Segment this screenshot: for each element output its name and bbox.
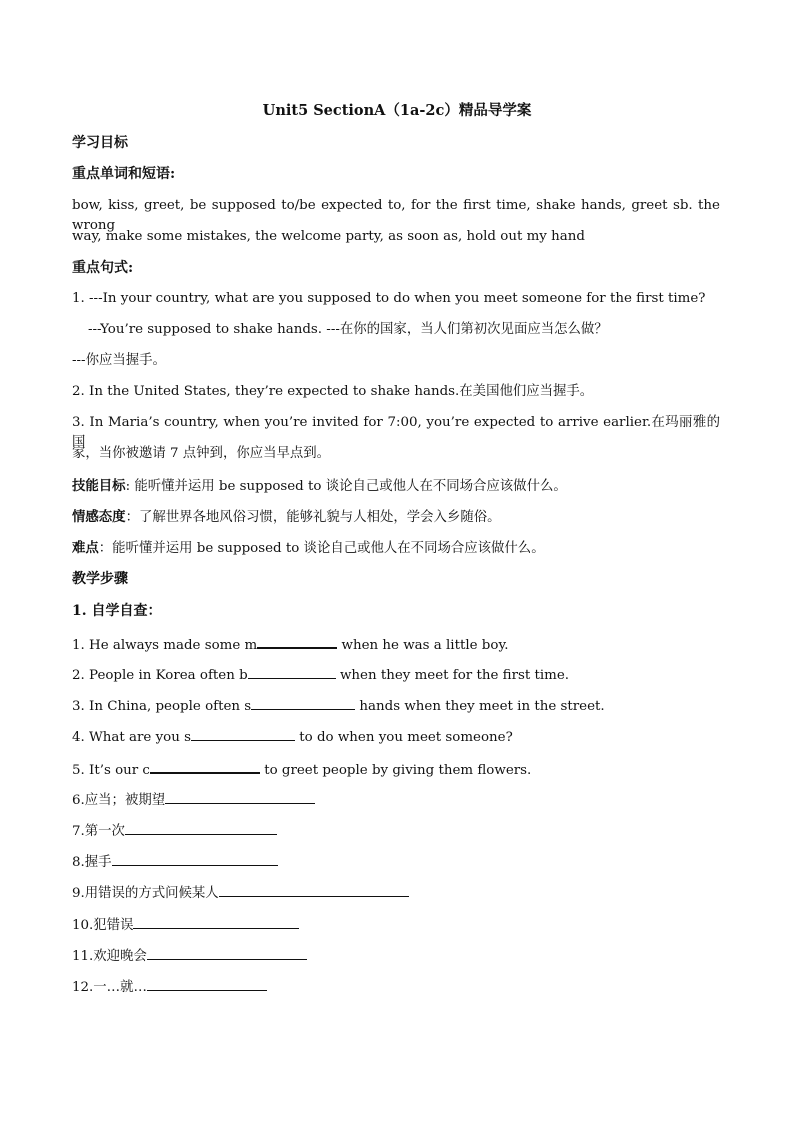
skill-goal (72, 476, 722, 497)
key-sentences-heading: 重点句式: (72, 260, 134, 276)
exercise-4-rest: to do when you meet someone? (295, 730, 513, 745)
teaching-steps-heading: 教学步骤 (72, 571, 128, 587)
translation-10-blank[interactable] (133, 914, 299, 929)
self-study-heading: 1. 自学自查： (72, 603, 162, 619)
exercise-2-blank[interactable] (248, 664, 336, 679)
sentence-2: 2. In the United States, they’re expected to shake hands.在美国他们应当握手。 (72, 384, 594, 399)
translation-9-blank[interactable] (219, 882, 409, 897)
sentence-1-line-3: ---你应当握手。 (72, 353, 166, 368)
translation-8-blank[interactable] (112, 851, 278, 866)
vocabulary-line-1: bow, kiss, greet, be supposed to/be expected to, for the first time, shake hands, greet sb. the wrong (72, 198, 720, 233)
attitude-goal-label: 情感态度 (72, 509, 126, 525)
translation-7-blank[interactable] (125, 820, 277, 835)
exercise-4-prompt: 4. What are you s (72, 730, 191, 745)
exercise-3-blank[interactable] (251, 695, 355, 710)
difficulty-label: 难点 (72, 540, 99, 556)
exercise-4-blank[interactable] (191, 726, 295, 741)
exercise-2-rest: when they meet for the first time. (335, 668, 570, 683)
vocabulary-line-2: way, make some mistakes, the welcome party, as soon as, hold out my hand (72, 229, 585, 244)
exercise-5-prompt: 5. It’s our c (72, 763, 150, 778)
difficulty-text: ：能听懂并运用 be supposed to 谈论自己或他人在不同场合应该做什么。 (98, 541, 545, 556)
attitude-goal (72, 507, 722, 528)
translation-9 (72, 882, 722, 904)
sentence-3-line-2: 家，当你被邀请 7 点钟到，你应当早点到。 (72, 446, 331, 461)
exercise-1-rest: when he was a little boy. (337, 638, 509, 653)
translation-8 (72, 851, 722, 873)
translation-11-prompt: 11.欢迎晚会 (72, 949, 147, 964)
translation-9-prompt: 9.用错误的方式问候某人 (72, 886, 219, 901)
sentence-1-line-2: ---You’re supposed to shake hands. ---在你的国家，当人们第初次见面应当怎么做？ (88, 322, 608, 337)
translation-11 (72, 945, 722, 967)
translation-10 (72, 914, 722, 936)
exercise-5 (72, 758, 722, 781)
exercise-3-rest: hands when they meet in the street. (355, 699, 605, 714)
vocabulary-heading: 重点单词和短语: (72, 166, 176, 182)
attitude-goal-text: ：了解世界各地风俗习惯，能够礼貌与人相处，学会入乡随俗。 (125, 510, 501, 525)
exercise-5-blank[interactable] (150, 758, 260, 774)
exercise-2-prompt: 2. People in Korea often b (72, 668, 248, 683)
translation-7 (72, 820, 722, 842)
translation-12-blank[interactable] (147, 976, 267, 991)
skill-goal-label: 技能目标 (72, 478, 126, 494)
exercise-3 (72, 695, 722, 717)
translation-6-blank[interactable] (165, 789, 315, 804)
page-title: Unit5 SectionA（1a-2c）精品导学案 (262, 102, 532, 119)
translation-6-prompt: 6.应当；被期望 (72, 793, 166, 808)
translation-12-prompt: 12.一…就… (72, 980, 147, 995)
translation-10-prompt: 10.犯错误 (72, 918, 134, 933)
exercise-3-prompt: 3. In China, people often s (72, 699, 252, 714)
learning-goals-heading: 学习目标 (72, 135, 128, 151)
translation-7-prompt: 7.第一次 (72, 824, 125, 839)
translation-12 (72, 976, 722, 998)
translation-6 (72, 789, 722, 811)
skill-goal-text: : 能听懂并运用 be supposed to 谈论自己或他人在不同场合应该做什么。 (125, 479, 567, 494)
exercise-1 (72, 633, 722, 656)
sentence-1-line-1: 1. ---In your country, what are you supposed to do when you meet someone for the first time? (72, 291, 706, 306)
sentence-3-line-1: 3. In Maria’s country, when you’re invited for 7:00, you’re expected to arrive earlier.在玛丽雅的国 (72, 415, 720, 450)
exercise-4 (72, 726, 722, 748)
difficulty-point (72, 538, 722, 559)
exercise-5-rest: to greet people by giving them flowers. (259, 763, 532, 778)
translation-11-blank[interactable] (147, 945, 307, 960)
exercise-1-prompt: 1. He always made some m (72, 638, 258, 653)
exercise-2 (72, 664, 722, 686)
exercise-1-blank[interactable] (257, 633, 337, 649)
translation-8-prompt: 8.握手 (72, 855, 112, 870)
